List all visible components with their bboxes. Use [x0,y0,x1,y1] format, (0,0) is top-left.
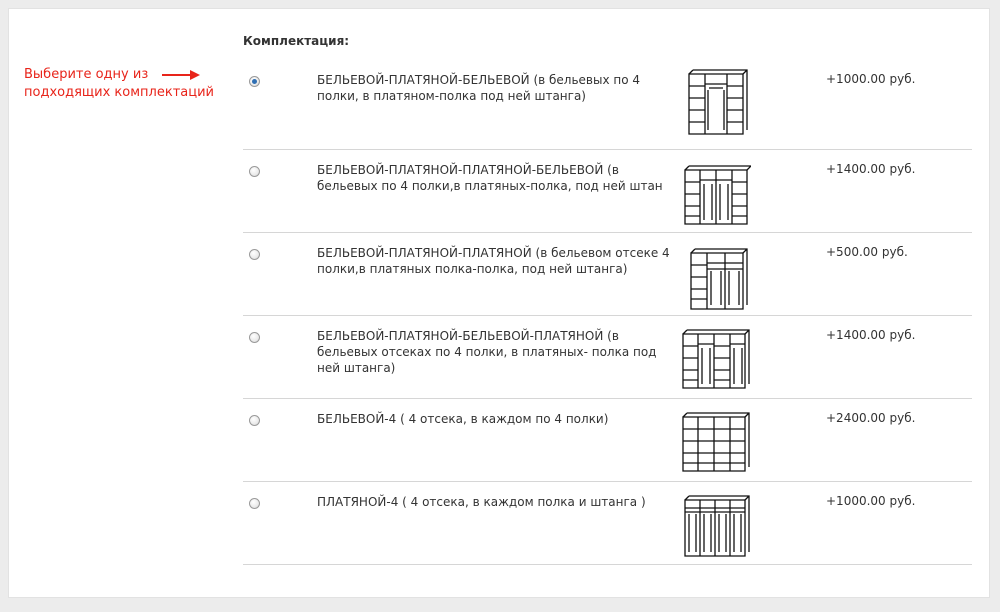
option-label: БЕЛЬЕВОЙ-ПЛАТЯНОЙ-ПЛАТЯНОЙ-БЕЛЬЕВОЙ (в бельевых по 4 полки,в платяных-полка, под ней штан [317,163,663,193]
option-price: +500.00 руб. [826,245,908,259]
options-list [243,60,972,565]
arrow-right-icon [162,68,202,82]
option-label: БЕЛЬЕВОЙ-4 ( 4 отсека, в каждом по 4 полки) [317,412,609,426]
section-title: Комплектация: [243,34,350,48]
option-radio[interactable] [249,249,260,260]
option-row[interactable] [243,233,972,316]
wardrobe-3-section-icon [681,241,751,311]
option-price: +1400.00 руб. [826,162,916,176]
wardrobe-4-hanging-section-icon [681,490,751,560]
option-radio[interactable] [249,332,260,343]
option-price: +2400.00 руб. [826,411,916,425]
hint-text: Выберите одну из подходящих комплектаций [24,67,214,100]
option-label: БЕЛЬЕВОЙ-ПЛАТЯНОЙ-БЕЛЬЕВОЙ-ПЛАТЯНОЙ (в бельевых отсеках по 4 полки, в платяных- полка под ней штанга) [317,329,657,375]
option-radio[interactable] [249,498,260,509]
option-radio[interactable] [249,166,260,177]
option-row[interactable] [243,60,972,150]
option-price: +1000.00 руб. [826,72,916,86]
option-radio[interactable] [249,76,260,87]
option-label: БЕЛЬЕВОЙ-ПЛАТЯНОЙ-БЕЛЬЕВОЙ (в бельевых по 4 полки, в платяном-полка под ней штанга) [317,73,641,103]
option-label: ПЛАТЯНОЙ-4 ( 4 отсека, в каждом полка и штанга ) [317,495,646,509]
wardrobe-4-section-icon [681,158,751,228]
option-price: +1000.00 руб. [826,494,916,508]
option-row[interactable] [243,399,972,482]
wardrobe-3-section-icon [681,68,751,138]
wardrobe-4-section-icon [681,324,751,394]
wardrobe-4-shelf-section-icon [681,407,751,477]
option-radio[interactable] [249,415,260,426]
option-row[interactable] [243,150,972,233]
option-row[interactable] [243,316,972,399]
option-row[interactable] [243,482,972,565]
option-label: БЕЛЬЕВОЙ-ПЛАТЯНОЙ-ПЛАТЯНОЙ (в бельевом отсеке 4 полки,в платяных полка-полка, под ней штанга) [317,246,670,276]
option-price: +1400.00 руб. [826,328,916,342]
